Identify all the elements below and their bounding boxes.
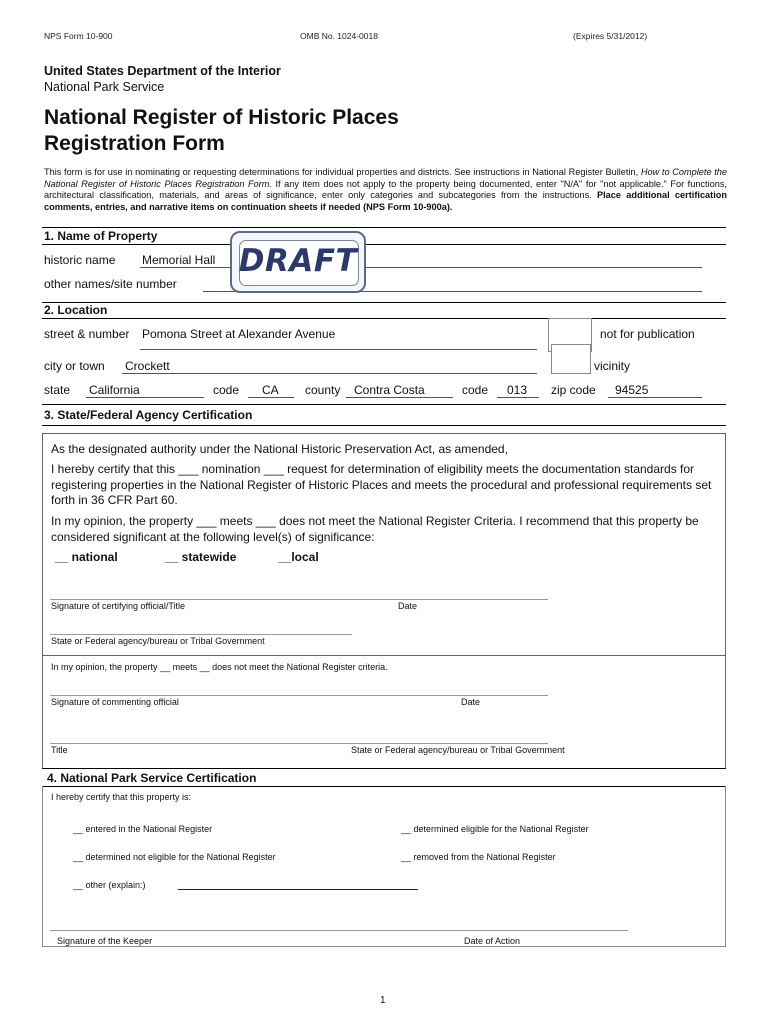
section1-heading: 1. Name of Property <box>44 229 158 243</box>
commenting-date-label: Date <box>461 697 481 707</box>
street-value[interactable]: Pomona Street at Alexander Avenue <box>142 327 336 341</box>
option-not-eligible[interactable]: __ determined not eligible for the National Register <box>73 852 276 862</box>
section3-heading-rule <box>42 425 726 426</box>
certifying-signature-label: Signature of certifying official/Title <box>51 601 186 611</box>
draft-stamp <box>230 231 366 293</box>
omb-number: OMB No. 1024-0018 <box>300 31 378 41</box>
historic-name-label: historic name <box>44 253 116 267</box>
form-number: NPS Form 10-900 <box>44 31 113 41</box>
commenting-agency-label: State or Federal agency/bureau or Tribal Government <box>351 745 565 755</box>
zip-field-line <box>608 397 702 398</box>
historic-name-field-line <box>140 267 702 268</box>
commenting-opinion-text: In my opinion, the property __ meets __ does not meet the National Register criteria. <box>51 662 388 672</box>
county-label: county <box>305 383 341 397</box>
title-label: Title <box>51 745 68 755</box>
county-value[interactable]: Contra Costa <box>354 383 425 397</box>
county-code-label: code <box>462 383 489 397</box>
form-title <box>44 105 399 157</box>
section4-heading: 4. National Park Service Certification <box>47 771 257 785</box>
vicinity-label: vicinity <box>594 359 631 373</box>
option-other[interactable]: __ other (explain:) <box>73 880 146 890</box>
title-line[interactable] <box>50 743 548 744</box>
level-national[interactable]: __ national <box>55 550 118 564</box>
level-local[interactable]: __local <box>278 550 319 564</box>
certifying-signature-line[interactable] <box>50 599 548 600</box>
vicinity-checkbox[interactable] <box>551 344 591 374</box>
page-number: 1 <box>380 995 386 1006</box>
opinion-statement: In my opinion, the property ___ meets ___ does not meet the National Register Criteria. I recommend that this property be considered significant at the following level(s) of significance: <box>51 514 699 544</box>
city-value[interactable]: Crockett <box>125 359 170 373</box>
bulletin-title: How to Complete the National Register of Historic Places Registration Form. <box>44 167 727 189</box>
state-label: state <box>44 383 71 397</box>
draft-stamp-text: DRAFT <box>238 243 358 279</box>
city-label: city or town <box>44 359 105 373</box>
state-code-label: code <box>213 383 240 397</box>
state-code-value[interactable]: CA <box>262 383 279 397</box>
section2-heading-rule <box>42 318 726 319</box>
section4-top-rule <box>42 768 726 769</box>
intro-continuation-note: Place additional certification comments, entries, and narrative items on continuation sheets if needed (NPS Form 10-900a). <box>44 190 727 213</box>
section4-box <box>42 786 726 947</box>
city-field-line <box>122 373 537 374</box>
certifying-date-label: Date <box>398 601 418 611</box>
agency-line[interactable] <box>50 634 352 635</box>
other-names-label: other names/site number <box>44 277 177 291</box>
form-title-line1: National Register of Historic Places <box>44 106 399 129</box>
option-determined-eligible[interactable]: __ determined eligible for the National Register <box>401 824 589 834</box>
section2-top-rule <box>42 302 726 303</box>
keeper-certify-text: I hereby certify that this property is: <box>51 792 192 802</box>
expiration-date: (Expires 5/31/2012) <box>573 31 648 41</box>
state-code-field-line <box>248 397 294 398</box>
option-removed[interactable]: __ removed from the National Register <box>401 852 556 862</box>
zip-label: zip code <box>551 383 596 397</box>
section3-heading: 3. State/Federal Agency Certification <box>44 408 253 422</box>
street-label: street & number <box>44 327 130 341</box>
option-entered[interactable]: __ entered in the National Register <box>73 824 213 834</box>
street-field-line <box>140 349 537 350</box>
section2-heading: 2. Location <box>44 303 108 317</box>
county-field-line <box>346 397 453 398</box>
opinion-divider <box>42 655 726 656</box>
intro-text-1: This form is for use in nominating or requesting determinations for individual properties and districts. See instructions in National Register Bulletin, <box>44 167 641 177</box>
intro-text-2: If any item does not apply to the property being documented, enter "N/A" for "not applicable." For functions, architectural classification, materials, and areas of significance, enter only categories and subcategories from the instructions. <box>44 178 727 201</box>
commenting-signature-line[interactable] <box>50 695 548 696</box>
historic-name-value[interactable]: Memorial Hall <box>142 253 216 267</box>
state-field-line <box>86 397 204 398</box>
instructions-paragraph <box>44 167 727 214</box>
keeper-signature-label: Signature of the Keeper <box>57 936 153 946</box>
certification-statement: I hereby certify that this ___ nomination ___ request for determination of eligibility meets the documentation standards for registering properties in the National Register of Historic Places and meets the procedural and professional requirements set forth in 36 CFR Part 60. <box>51 462 712 507</box>
not-for-publication-label: not for publication <box>600 327 695 341</box>
commenting-signature-label: Signature of commenting official <box>51 697 179 707</box>
form-title-line2: Registration Form <box>44 132 225 155</box>
department-name: United States Department of the Interior <box>44 64 281 78</box>
service-name: National Park Service <box>44 80 165 94</box>
certification-authority-text: As the designated authority under the National Historic Preservation Act, as amended, <box>51 442 508 456</box>
section1-top-rule <box>42 227 726 228</box>
county-code-field-line <box>497 397 539 398</box>
section3-top-rule <box>42 404 726 405</box>
zip-value[interactable]: 94525 <box>615 383 649 397</box>
county-code-value[interactable]: 013 <box>507 383 528 397</box>
agency-label: State or Federal agency/bureau or Tribal Government <box>51 636 265 646</box>
level-statewide[interactable]: __ statewide <box>165 550 237 564</box>
state-value[interactable]: California <box>89 383 140 397</box>
date-of-action-label: Date of Action <box>464 936 521 946</box>
section1-heading-rule <box>42 244 726 245</box>
